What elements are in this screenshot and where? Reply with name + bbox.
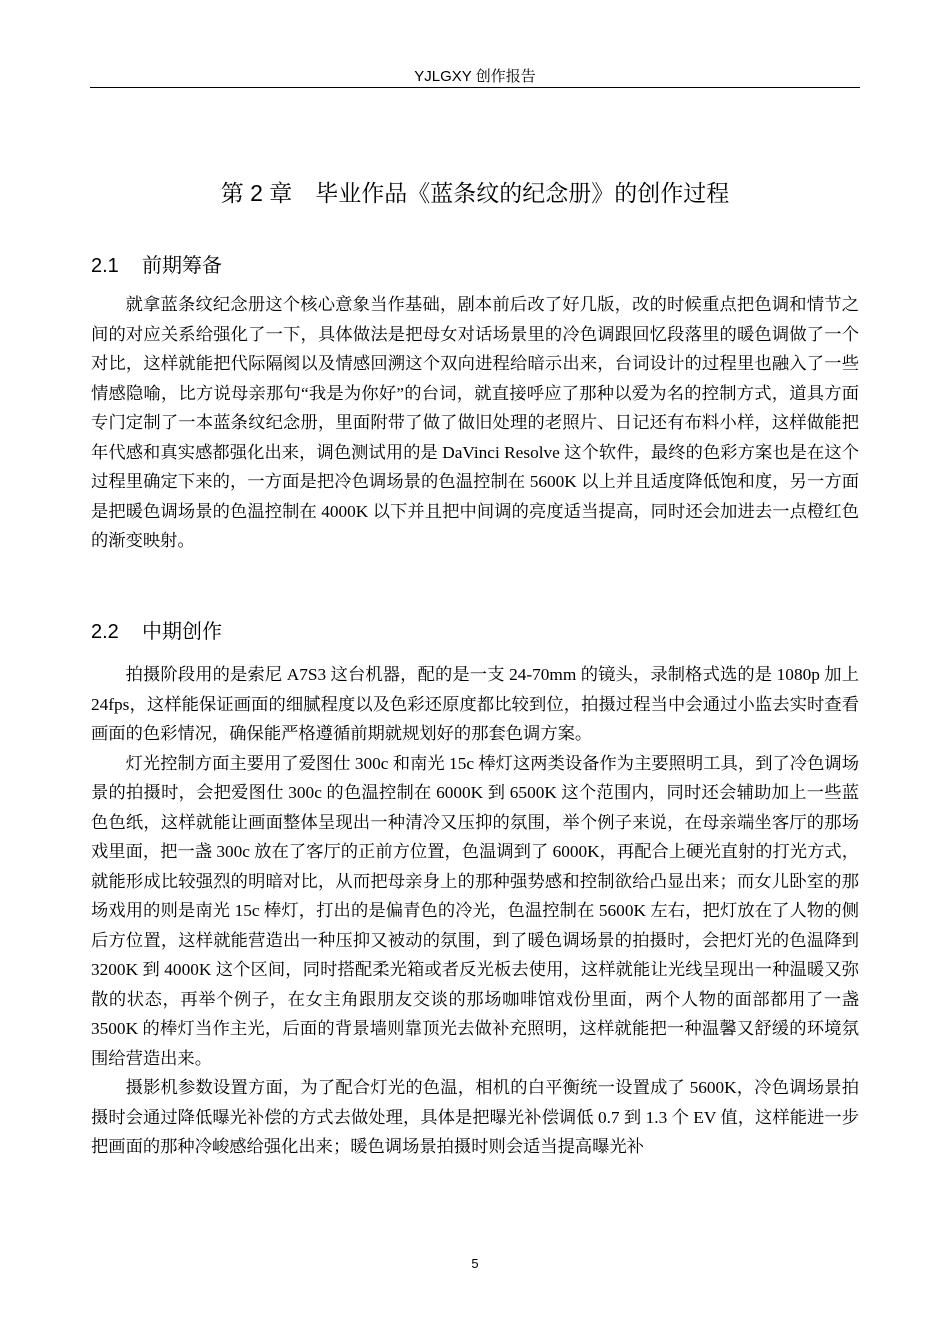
paragraph: 就拿蓝条纹纪念册这个核心意象当作基础，剧本前后改了好几版，改的时候重点把色调和情节之间的对应关系给强化了一下，具体做法是把母女对话场景里的冷色调跟回忆段落里的暖色调做了一个对比，这样就能把代际隔阂以及情感回溯这个双向进程给暗示出来，台词设计的过程里也融入了一些情感隐喻，比方说母亲那句“我是为你好”的台词，就直接呼应了那种以爱为名的控制方式，道具方面专门定制了一本蓝条纹纪念册，里面附带了做了做旧处理的老照片、日记还有布料小样，这样做能把年代感和真实感都强化出来，调色测试用的是 DaVinci Resolve 这个软件，最终的色彩方案也是在这个过程里确定下来的，一方面是把冷色调场景的色温控制在 5600K 以上并且适度降低饱和度，另一方面是把暖色调场景的色温控制在 4000K 以下并且把中间调的亮度适当提高，同时还会加进去一点橙红色的渐变映射。 (91, 295, 859, 550)
section-body-2-2 (91, 660, 859, 1162)
paragraph: 灯光控制方面主要用了爱图仕 300c 和南光 15c 棒灯这两类设备作为主要照明工具，到了冷色调场景的拍摄时，会把爱图仕 300c 的色温控制在 6000K 到 6500K 这个范围内，同时还会辅助加上一些蓝色色纸，这样就能让画面整体呈现出一种清冷又压抑的氛围，举个例子来说，在母亲端坐客厅的那场戏里面，把一盏 300c 放在了客厅的正前方位置，色温调到了 6000K，再配合上硬光直射的打光方式，就能形成比较强烈的明暗对比，从而把母亲身上的那种强势感和控制欲给凸显出来；而女儿卧室的那场戏用的则是南光 15c 棒灯，打出的是偏青色的冷光，色温控制在 5600K 左右，把灯放在了人物的侧后方位置，这样就能营造出一种压抑又被动的氛围，到了暖色调场景的拍摄时，会把灯光的色温降到 3200K 到 4000K 这个区间，同时搭配柔光箱或者反光板去使用，这样就能让光线呈现出一种温暖又弥散的状态，再举个例子，在女主角跟朋友交谈的那场咖啡馆戏份里面，两个人物的面部都用了一盏 3500K 的棒灯当作主光，后面的背景墙则靠顶光去做补充照明，这样就能把一种温馨又舒缓的环境氛围给营造出来。 (91, 753, 859, 1068)
section-heading-2-2 (91, 617, 222, 647)
chapter-title: 第 2 章 毕业作品《蓝条纹的纪念册》的创作过程 (220, 180, 730, 206)
page-number: 5 (471, 1256, 479, 1271)
paragraph: 摄影机参数设置方面，为了配合灯光的色温，相机的白平衡统一设置成了 5600K，冷色调场景拍摄时会通过降低曝光补偿的方式去做处理，具体是把曝光补偿调低 0.7 到 1.3 个 EV 值，这样能进一步把画面的那种冷峻感给强化出来；暖色调场景拍摄时则会适当提高曝光补 (91, 1078, 859, 1156)
section-number: 2.1 (91, 255, 119, 277)
paragraph: 拍摄阶段用的是索尼 A7S3 这台机器，配的是一支 24-70mm 的镜头，录制格式选的是 1080p 加上 24fps，这样能保证画面的细腻程度以及色彩还原度都比较到位，拍摄过程当中会通过小监去实时查看画面的色彩情况，确保能严格遵循前期就规划好的那套色调方案。 (91, 665, 859, 743)
section-number: 2.2 (91, 621, 119, 643)
section-title: 前期筹备 (142, 255, 222, 277)
header-rule (90, 87, 860, 88)
section-heading-2-1 (91, 251, 222, 281)
section-title: 中期创作 (142, 621, 222, 643)
page-header: YJLGXY 创作报告 (414, 68, 536, 85)
section-body-2-1 (91, 290, 859, 556)
